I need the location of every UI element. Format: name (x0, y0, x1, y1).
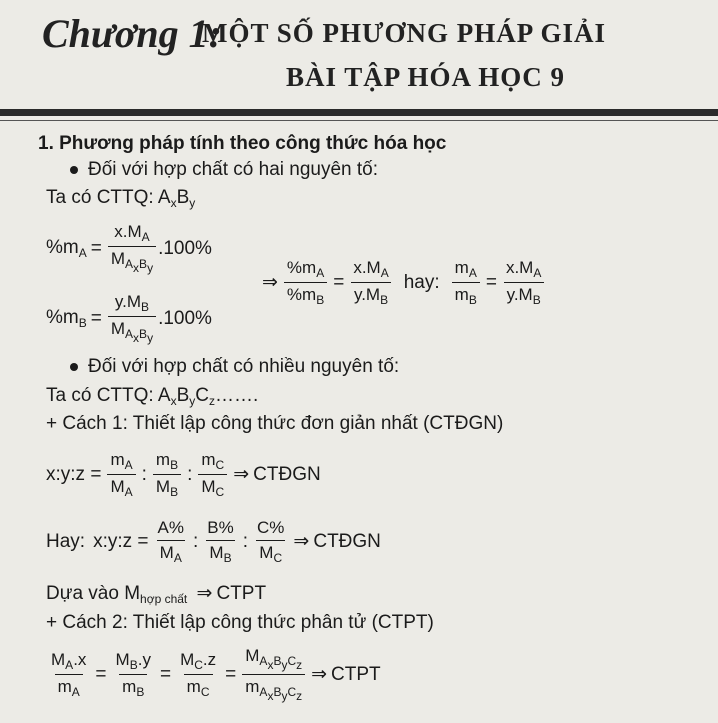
formula-xyz-mass: x:y:z = $\frac{m_A}{M_A}$ : $\frac{m_B}{M_B}$ : $\frac{m_C}{M_C}$ ⇒ CTĐGN (46, 450, 321, 499)
page-title-line2: BÀI TẬP HÓA HỌC 9 (286, 62, 566, 92)
bullet-icon (70, 363, 78, 371)
duavao-text: Dựa vào M (46, 583, 141, 604)
pct100-b: .100% (158, 307, 212, 329)
cttq-two-label: Ta có CTTQ: (46, 187, 154, 208)
cttq-two: Ta có CTTQ: $A_xB_y$ (46, 187, 196, 210)
cttq-many-tail: ……. (215, 385, 259, 406)
ctdgn-result-2: CTĐGN (313, 530, 381, 552)
method-2: + Cách 2: Thiết lập công thức phân tử (CTPT) (46, 612, 434, 633)
xyz-label: x:y:z = (46, 463, 102, 485)
duavao-line: Dựa vào $M_{hợp chất}$ ⇒ CTPT (46, 583, 267, 606)
hay-label: Hay: (46, 530, 86, 552)
formula-pct-mA: $\%m_A$ = $\frac{x.M_A}{M_{A_xB_y}}$ .100% (46, 222, 212, 275)
chapter-label: Chương 1: (42, 11, 222, 56)
formula-ctpt: $\frac{M_A.x}{m_A}$ = $\frac{M_B.y}{m_B}$ = $\frac{M_C.z}{m_C}$ = $\frac{M_{A_xB_yC_z}}{m_{A_xB_yC_z}}$ ⇒ CTPT (51, 646, 381, 703)
formula-pct-mB: $\%m_B$ = $\frac{y.M_B}{M_{A_xB_y}}$ .100% (46, 292, 212, 345)
cttq-many-label: Ta có CTTQ: (46, 385, 154, 406)
bullet-many-elements (70, 357, 399, 378)
formula-ratio: ⇒ $\frac{\%m_A}{\%m_B}$ = $\frac{x.M_A}{y.M_B}$ hay: $\frac{m_A}{m_B}$ = $\frac{x.M_A}{y.M_B}$ (258, 258, 546, 307)
hay-inline: hay: (403, 271, 440, 293)
ctdgn-result-1: CTĐGN (253, 463, 321, 485)
page-title-line1: MỘT SỐ PHƯƠNG PHÁP GIẢI (202, 18, 607, 48)
bullet-two-text: Đối với hợp chất có hai nguyên tố: (88, 159, 379, 180)
ctpt-result-2: CTPT (331, 663, 381, 685)
bullet-two-elements (70, 160, 378, 181)
formula-xyz-percent: Hay: x:y:z = $\frac{A\%}{M_A}$ : $\frac{B\%}{M_B}$ : $\frac{C\%}{M_C}$ ⇒ CTĐGN (46, 518, 381, 565)
section-heading: 1. Phương pháp tính theo công thức hóa học (38, 133, 447, 154)
bullet-many-text: Đối với hợp chất có nhiều nguyên tố: (88, 356, 400, 377)
xyz-label-2: x:y:z = (93, 530, 149, 552)
pct100-a: .100% (158, 237, 212, 259)
bullet-icon (70, 166, 78, 174)
ctpt-result-1: CTPT (216, 583, 267, 604)
method-1: + Cách 1: Thiết lập công thức đơn giản nhất (CTĐGN) (46, 413, 504, 434)
header-divider-thick (0, 109, 718, 116)
cttq-many: Ta có CTTQ: $A_xB_yC_z\dots\dots$. (46, 385, 259, 408)
duavao-sub: hợp chất (140, 592, 188, 606)
header-divider-thin (0, 120, 718, 121)
